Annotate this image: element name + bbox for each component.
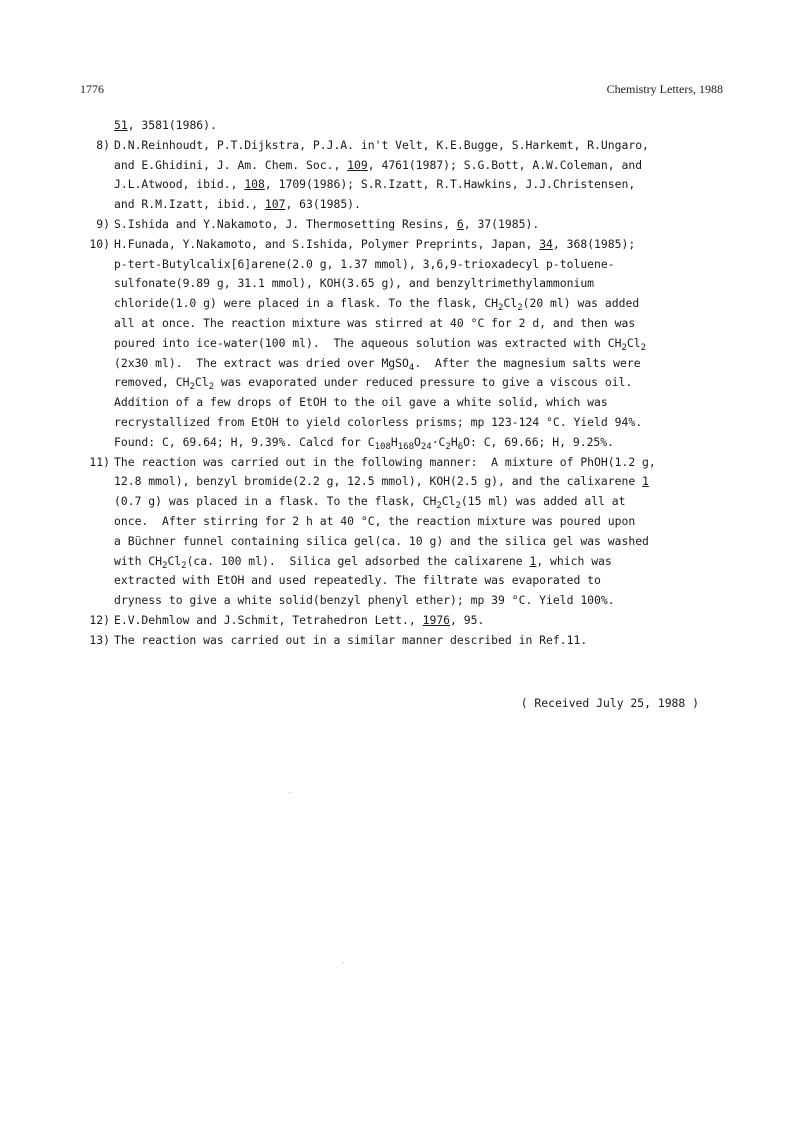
subscript: 4 [408, 362, 415, 373]
ref-line [114, 334, 730, 354]
subscript: 2 [189, 382, 195, 393]
reference-number: 8) [96, 137, 110, 152]
ref-text: Cl [441, 494, 456, 509]
ref-line [114, 611, 730, 631]
reference-number: 11) [89, 454, 110, 469]
ref-text: 12.8 mmol), benzyl bromide(2.2 g, 12.5 mmol), KOH(2.5 g), and the calixarene [114, 474, 643, 489]
ref-line: p-tert-Butylcalix[6]arene(2.0 g, 1.37 mmol), 3,6,9-trioxadecyl p-toluene- [114, 256, 615, 271]
ref-line [114, 294, 730, 314]
ref-text: , 1709(1986); S.R.Izatt, R.T.Hawkins, J.J.Christensen, [264, 177, 636, 192]
ref-line [114, 373, 730, 393]
ref-text: and R.M.Izatt, ibid., [114, 197, 265, 212]
subscript: 2 [445, 441, 451, 452]
reference-12 [80, 611, 730, 631]
ref-text: with CH [114, 553, 163, 568]
reference-number: 12) [89, 612, 110, 627]
subscript: 2 [208, 382, 214, 393]
ref-text: H [450, 434, 458, 449]
ref-text: (15 ml) was added all at [460, 494, 626, 509]
ref-text: and E.Ghidini, J. Am. Chem. Soc., [114, 157, 348, 172]
subscript: 168 [397, 441, 414, 452]
ref-line [114, 235, 730, 255]
volume-number: 1976 [422, 612, 451, 627]
subscript: 2 [181, 560, 187, 571]
ref-text: , 63(1985). [285, 197, 361, 212]
ref-text: Found: C, 69.64; H, 9.39%. Calcd for C [114, 434, 375, 449]
volume-number: 34 [539, 236, 553, 251]
ref-line: Addition of a few drops of EtOH to the oil gave a white solid, which was [114, 395, 608, 410]
scan-speck [343, 962, 344, 963]
ref-text: . After the magnesium salts were [414, 355, 641, 370]
ref-text: chloride(1.0 g) were placed in a flask. To the flask, CH [114, 296, 499, 311]
scan-speck [289, 792, 290, 793]
ref-text: , 37(1985). [463, 216, 540, 231]
ref-text: Cl [194, 375, 209, 390]
ref-line: dryness to give a white solid(benzyl phenyl ether); mp 39 °C. Yield 100%. [114, 593, 615, 608]
journal-running-header: Chemistry Letters, 1988 [606, 82, 723, 96]
volume-number: 109 [347, 157, 368, 172]
ref-text: O [414, 434, 421, 449]
reference-list [80, 116, 730, 651]
ref-text: , 3581(1986). [127, 118, 217, 132]
reference-8 [80, 136, 730, 215]
subscript: 2 [640, 342, 647, 353]
reference-number: 13) [89, 632, 110, 647]
volume-number: 107 [264, 197, 286, 212]
ref-line: all at once. The reaction mixture was stirred at 40 °C for 2 d, and then was [114, 315, 636, 330]
ref-line: extracted with EtOH and used repeatedly. The filtrate was evaporated to [114, 573, 601, 588]
ref-text: J.L.Atwood, ibid., [114, 177, 245, 192]
reference-number-blank [80, 116, 114, 136]
ref-line [114, 215, 730, 235]
volume-number: 108 [244, 177, 265, 192]
ref-text: E.V.Dehmlow and J.Schmit, Tetrahedron Lett., [114, 612, 423, 627]
ref-line [114, 354, 730, 374]
compound-number: 1 [529, 553, 537, 568]
subscript: 2 [162, 560, 168, 571]
ref-line [114, 195, 730, 215]
ref-line [114, 472, 730, 492]
page-number: 1776 [80, 82, 104, 96]
ref-line: The reaction was carried out in a similar manner described in Ref.11. [114, 632, 588, 647]
ref-text: Cl [503, 296, 518, 311]
received-date: ( Received July 25, 1988 ) [520, 696, 699, 710]
subscript: 108 [374, 441, 391, 452]
ref-line: D.N.Reinhoudt, P.T.Dijkstra, P.J.A. in't Velt, K.E.Bugge, S.Harkemt, R.Ungaro, [114, 137, 649, 152]
ref-line: sulfonate(9.89 g, 31.1 mmol), KOH(3.65 g), and benzyltrimethylammonium [114, 276, 595, 291]
ref-line [114, 492, 730, 512]
subscript: 2 [621, 342, 627, 353]
ref-text: (20 ml) was added [522, 296, 640, 311]
ref-text: , 4761(1987); S.G.Bott, A.W.Coleman, and [367, 157, 643, 172]
reference-7-continuation [80, 116, 730, 136]
reference-11 [80, 453, 730, 611]
reference-number: 9) [96, 216, 110, 231]
volume-number: 6 [456, 216, 464, 231]
ref-text: , 368(1985); [552, 236, 636, 251]
ref-text: O: C, 69.66; H, 9.25%. [463, 434, 614, 449]
ref-text: (0.7 g) was placed in a flask. To the flask, CH [114, 494, 437, 509]
ref-text: Cl [626, 335, 641, 350]
subscript: 6 [457, 441, 464, 452]
ref-line: once. After stirring for 2 h at 40 °C, the reaction mixture was poured upon [114, 513, 636, 528]
ref-line: The reaction was carried out in the following manner: A mixture of PhOH(1.2 g, [114, 454, 656, 469]
ref-line [114, 156, 730, 176]
ref-line [114, 433, 730, 453]
ref-line [114, 175, 730, 195]
ref-line [114, 116, 730, 136]
ref-text: H [390, 434, 398, 449]
reference-9 [80, 215, 730, 235]
subscript: 24 [420, 441, 432, 452]
ref-text: Cl [167, 553, 182, 568]
ref-line: a Büchner funnel containing silica gel(ca. 10 g) and the silica gel was washed [114, 533, 649, 548]
ref-text: was evaporated under reduced pressure to give a viscous oil. [214, 375, 633, 390]
ref-text: ·C [431, 434, 446, 449]
ref-text: , 95. [450, 612, 485, 627]
reference-13 [80, 631, 730, 651]
reference-10 [80, 235, 730, 453]
ref-text: poured into ice-water(100 ml). The aqueous solution was extracted with CH [114, 335, 622, 350]
ref-text: (ca. 100 ml). Silica gel adsorbed the calixarene [186, 553, 530, 568]
subscript: 2 [498, 303, 504, 314]
subscript: 2 [436, 501, 442, 512]
ref-text: H.Funada, Y.Nakamoto, and S.Ishida, Polymer Preprints, Japan, [114, 236, 540, 251]
compound-number: 1 [642, 474, 649, 489]
ref-line: recrystallized from EtOH to yield colorless prisms; mp 123-124 °C. Yield 94%. [114, 414, 643, 429]
reference-number: 10) [89, 236, 110, 251]
ref-text: S.Ishida and Y.Nakamoto, J. Thermosetting Resins, [114, 216, 457, 231]
ref-text: removed, CH [114, 375, 190, 390]
subscript: 2 [517, 303, 523, 314]
subscript: 2 [455, 501, 461, 512]
ref-line [114, 552, 730, 572]
ref-text: , which was [536, 553, 612, 568]
volume-number: 51 [114, 118, 128, 132]
ref-text: (2x30 ml). The extract was dried over MgSO [114, 355, 409, 370]
